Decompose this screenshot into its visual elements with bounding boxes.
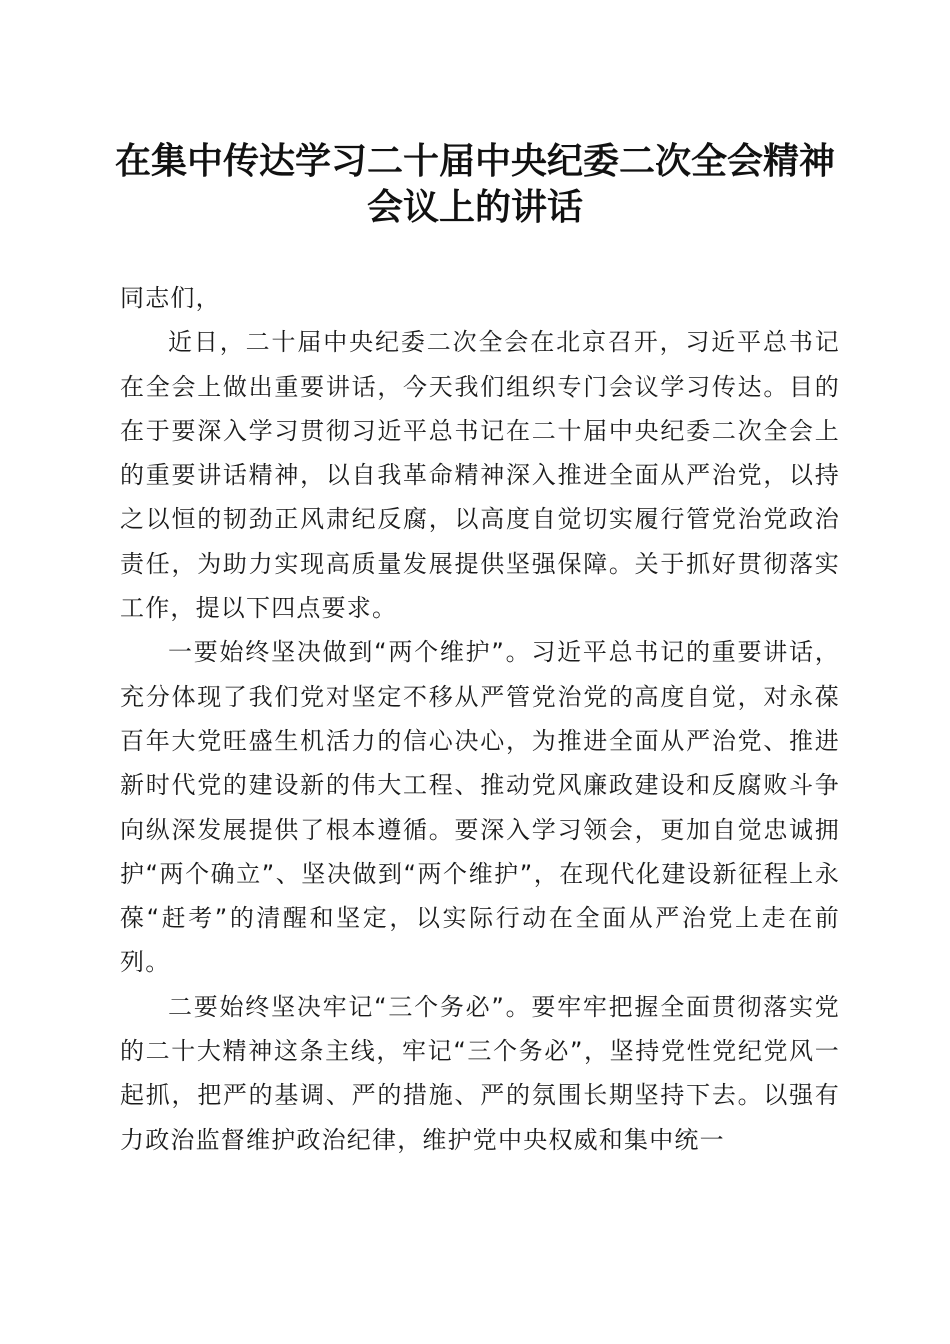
salutation: 同志们， — [120, 284, 221, 312]
document-title-line-2: 会议上的讲话 — [366, 186, 583, 228]
document-title-line-1: 在集中传达学习二十届中央纪委二次全会精神 — [114, 140, 835, 182]
paragraph-2: 一要始终坚决做到“两个维护”。习近平总书记的重要讲话，充分体现了我们党对坚定不移从严管党治党的高度自觉，对永葆百年大党旺盛生机活力的信心决心，为推进全面从严治党、推进新时代党的建设新的伟大工程、推动党风廉政建设和反腐败斗争向纵深发展提供了根本遵循。要深入学习领会，更加自觉忠诚拥护“两个确立”、坚决做到“两个维护”，在现代化建设新征程上永葆“赶考”的清醒和坚定，以实际行动在全面从严治党上走在前列。 — [120, 638, 840, 977]
paragraph-1: 近日，二十届中央纪委二次全会在北京召开，习近平总书记在全会上做出重要讲话，今天我们组织专门会议学习传达。目的在于要深入学习贯彻习近平总书记在二十届中央纪委二次全会上的重要讲话精神，以自我革命精神深入推进全面从严治党，以持之以恒的韧劲正风肃纪反腐，以高度自觉切实履行管党治党政治责任，为助力实现高质量发展提供坚强保障。关于抓好贯彻落实工作，提以下四点要求。 — [120, 328, 840, 623]
paragraph-3: 二要始终坚决牢记“三个务必”。要牢牢把握全面贯彻落实党的二十大精神这条主线，牢记“三个务必”，坚持党性党纪党风一起抓，把严的基调、严的措施、严的氛围长期坚持下去。以强有力政治监督维护政治纪律，维护党中央权威和集中统一 — [120, 992, 840, 1154]
document-body — [120, 276, 840, 1162]
